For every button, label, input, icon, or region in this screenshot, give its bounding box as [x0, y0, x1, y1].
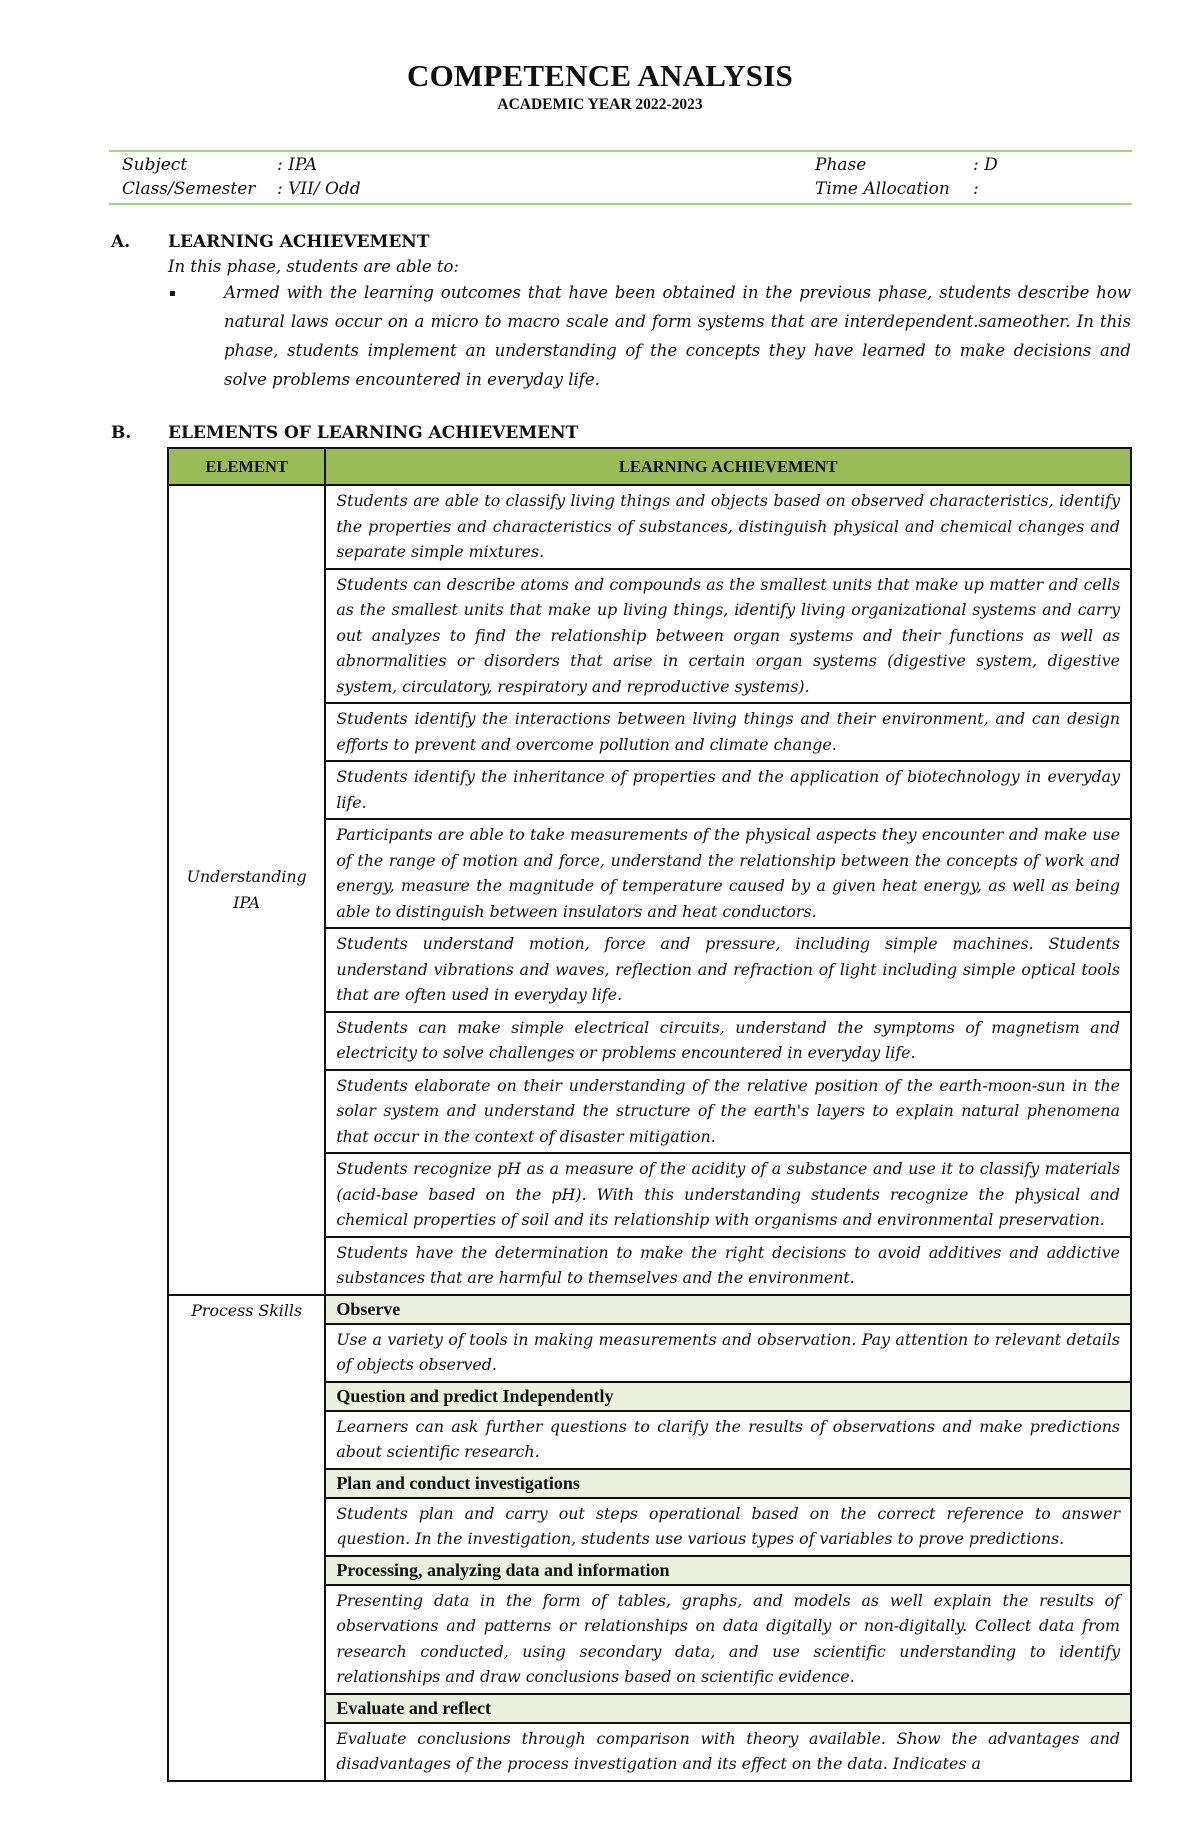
achievement-cell: Students identify the interactions between living things and their environment, and can design efforts to prevent and overcome pollution and climate change.	[325, 703, 1131, 761]
skill-description: Learners can ask further questions to clarify the results of observations and make predictions about scientific research.	[325, 1411, 1131, 1469]
section-a-intro: In this phase, students are able to:	[168, 257, 459, 276]
document-title: COMPETENCE ANALYSIS	[407, 58, 793, 93]
table-row	[168, 1295, 1131, 1324]
table-header-row	[168, 448, 1131, 485]
column-header-element: ELEMENT	[168, 448, 325, 485]
achievement-cell: Students recognize pH as a measure of the acidity of a substance and use it to classify materials (acid-base based on the pH). With this understanding students recognize the physical and chemical properties of soil and its relationship with organisms and environmental preservation.	[325, 1153, 1131, 1237]
subject-label: Subject	[122, 155, 188, 175]
section-a-letter: A.	[111, 232, 131, 252]
elements-table	[167, 447, 1132, 1782]
achievement-cell: Participants are able to take measurements of the physical aspects they encounter and make use of the range of motion and force, understand the relationship between the concepts of work and energy, measure the magnitude of temperature caused by a given heat energy, as well as being able to distinguish between insulators and heat conductors.	[325, 819, 1131, 928]
skill-description: Use a variety of tools in making measurements and observation. Pay attention to relevant details of objects observed.	[325, 1324, 1131, 1382]
info-block	[109, 150, 1132, 205]
learning-achievement-text: Armed with the learning outcomes that have been obtained in the previous phase, students describe how natural laws occur on a micro to macro scale and form systems that are interdependent.sameother. In this phase, students implement an understanding of the concepts they have learned to make decisions and solve problems encountered in everyday life.	[224, 283, 1131, 389]
academic-year: ACADEMIC YEAR 2022-2023	[497, 96, 703, 113]
skill-heading: Plan and conduct investigations	[325, 1469, 1131, 1498]
bullet-marker: ▪	[169, 288, 176, 299]
skill-heading: Evaluate and reflect	[325, 1694, 1131, 1723]
section-b-title: ELEMENTS OF LEARNING ACHIEVEMENT	[168, 423, 579, 443]
class-value: : VII/ Odd	[277, 179, 361, 199]
phase-value: : D	[973, 155, 998, 175]
achievement-cell: Students identify the inheritance of properties and the application of biotechnology in everyday life.	[325, 761, 1131, 819]
time-allocation-label: Time Allocation	[815, 179, 950, 199]
achievement-cell: Students have the determination to make the right decisions to avoid additives and addictive substances that are harmful to themselves and the environment.	[325, 1237, 1131, 1295]
section-a-title: LEARNING ACHIEVEMENT	[168, 232, 430, 252]
table-row	[168, 485, 1131, 569]
skill-description: Presenting data in the form of tables, graphs, and models as well explain the results of observations and patterns or relationships on data digitally or non-digitally. Collect data from research conducted, using secondary data, and use scientific understanding to identify relationships and draw conclusions based on scientific evidence.	[325, 1585, 1131, 1694]
achievement-cell: Students can describe atoms and compounds as the smallest units that make up matter and cells as the smallest units that make up living things, identify living organizational systems and carry out analyzes to find the relationship between organ systems and their functions as well as abnormalities or disorders that arise in certain organ systems (digestive system, digestive system, circulatory, respiratory and reproductive systems).	[325, 569, 1131, 704]
skill-heading: Question and predict Independently	[325, 1382, 1131, 1411]
subject-value: : IPA	[277, 155, 318, 175]
class-label: Class/Semester	[122, 179, 256, 199]
element-understanding-ipa: Understanding IPA	[168, 485, 325, 1295]
skill-description: Evaluate conclusions through comparison with theory available. Show the advantages and disadvantages of the process investigation and its effect on the data. Indicates a	[325, 1723, 1131, 1781]
achievement-cell: Students elaborate on their understanding of the relative position of the earth-moon-sun in the solar system and understand the structure of the earth's layers to explain natural phenomena that occur in the context of disaster mitigation.	[325, 1070, 1131, 1154]
achievement-cell: Students are able to classify living things and objects based on observed characteristics, identify the properties and characteristics of substances, distinguish physical and chemical changes and separate simple mixtures.	[325, 485, 1131, 569]
element-process-skills: Process Skills	[168, 1295, 325, 1781]
section-b-letter: B.	[111, 423, 132, 443]
column-header-achievement: LEARNING ACHIEVEMENT	[325, 448, 1131, 485]
skill-heading: Processing, analyzing data and information	[325, 1556, 1131, 1585]
achievement-cell: Students can make simple electrical circuits, understand the symptoms of magnetism and electricity to solve challenges or problems encountered in everyday life.	[325, 1012, 1131, 1070]
skill-description: Students plan and carry out steps operational based on the correct reference to answer question. In the investigation, students use various types of variables to prove predictions.	[325, 1498, 1131, 1556]
skill-heading: Observe	[325, 1295, 1131, 1324]
achievement-cell: Students understand motion, force and pressure, including simple machines. Students understand vibrations and waves, reflection and refraction of light including simple optical tools that are often used in everyday life.	[325, 928, 1131, 1012]
time-allocation-value: :	[973, 179, 979, 199]
phase-label: Phase	[815, 155, 867, 175]
